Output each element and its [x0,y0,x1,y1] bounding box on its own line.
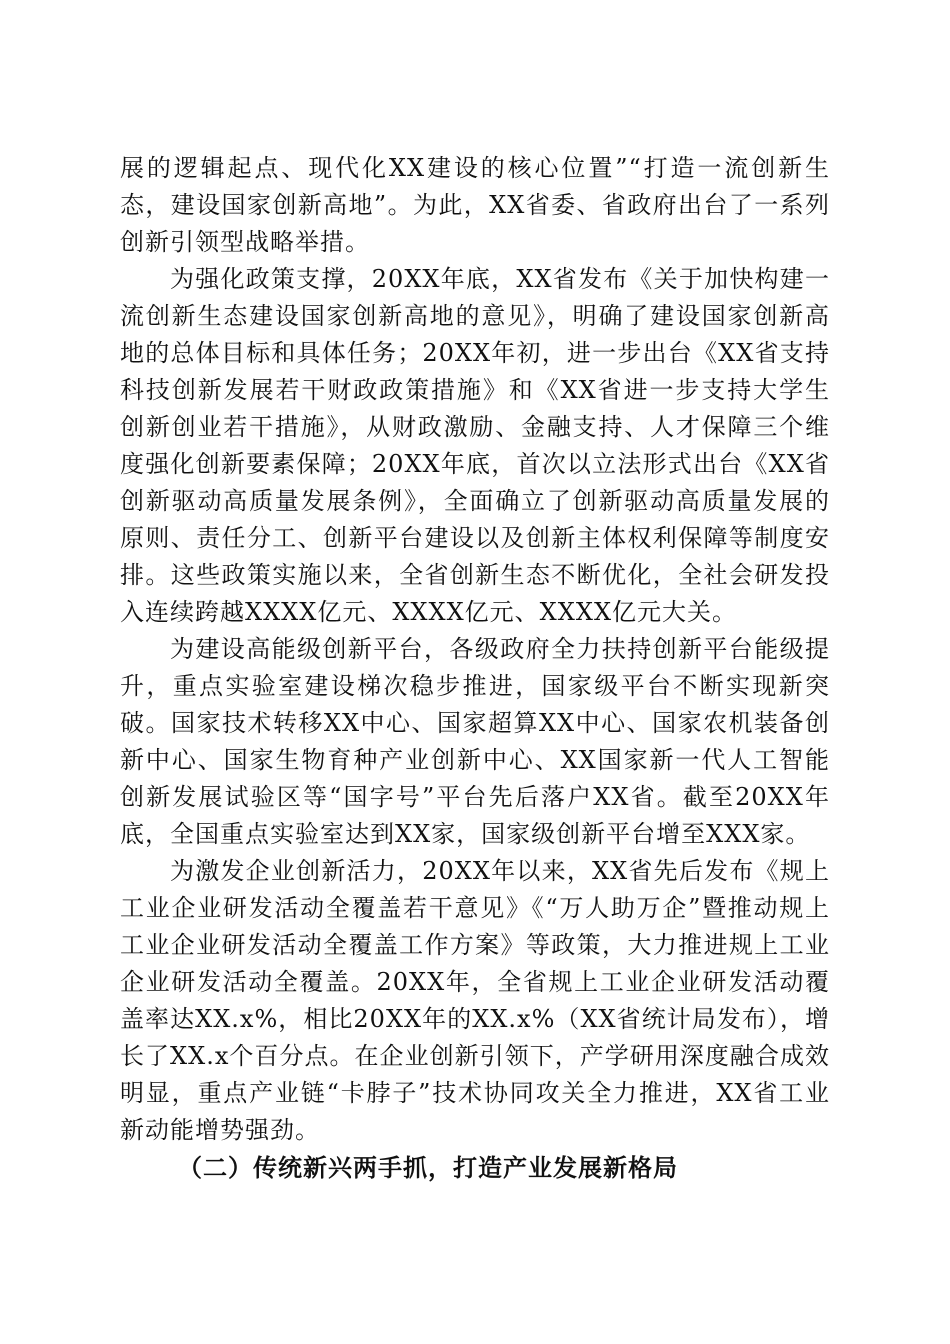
paragraph-continuation: 展的逻辑起点、现代化XX建设的核心位置”“打造一流创新生态，建设国家创新高地”。为此，XX省委、省政府出台了一系列创新引领型战略举措。 [120,154,830,256]
paragraph-policy-support: 为强化政策支撑，20XX年底，XX省发布《关于加快构建一流创新生态建设国家创新高地的意见》，明确了建设国家创新高地的总体目标和具体任务；20XX年初，进一步出台《XX省支持科技创新发展若干财政政策措施》和《XX省进一步支持大学生创新创业若干措施》，从财政激励、金融支持、人才保障三个维度强化创新要素保障；20XX年底，首次以立法形式出台《XX省创新驱动高质量发展条例》，全面确立了创新驱动高质量发展的原则、责任分工、创新平台建设以及创新主体权利保障等制度安排。这些政策实施以来，全省创新生态不断优化，全社会研发投入连续跨越XXXX亿元、XXXX亿元、XXXX亿元大关。 [120,265,830,626]
section-heading: （二）传统新兴两手抓，打造产业发展新格局 [178,1153,678,1182]
paragraph-enterprise-innovation: 为激发企业创新活力，20XX年以来，XX省先后发布《规上工业企业研发活动全覆盖若干意见》《“万人助万企”暨推动规上工业企业研发活动全覆盖工作方案》等政策，大力推进规上工业企业研发活动全覆盖。20XX年，全省规上工业企业研发活动覆盖率达XX.x%，相比20XX年的XX.x%（XX省统计局发布），增长了XX.x个百分点。在企业创新引领下，产学研用深度融合成效明显，重点产业链“卡脖子”技术协同攻关全力推进，XX省工业新动能增势强劲。 [120,857,830,1144]
paragraph-innovation-platforms: 为建设高能级创新平台，各级政府全力扶持创新平台能级提升，重点实验室建设梯次稳步推进，国家级平台不断实现新突破。国家技术转移XX中心、国家超算XX中心、国家农机装备创新中心、国家生物育种产业创新中心、XX国家新一代人工智能创新发展试验区等“国字号”平台先后落户XX省。截至20XX年底，全国重点实验室达到XX家，国家级创新平台增至XXX家。 [120,635,830,848]
